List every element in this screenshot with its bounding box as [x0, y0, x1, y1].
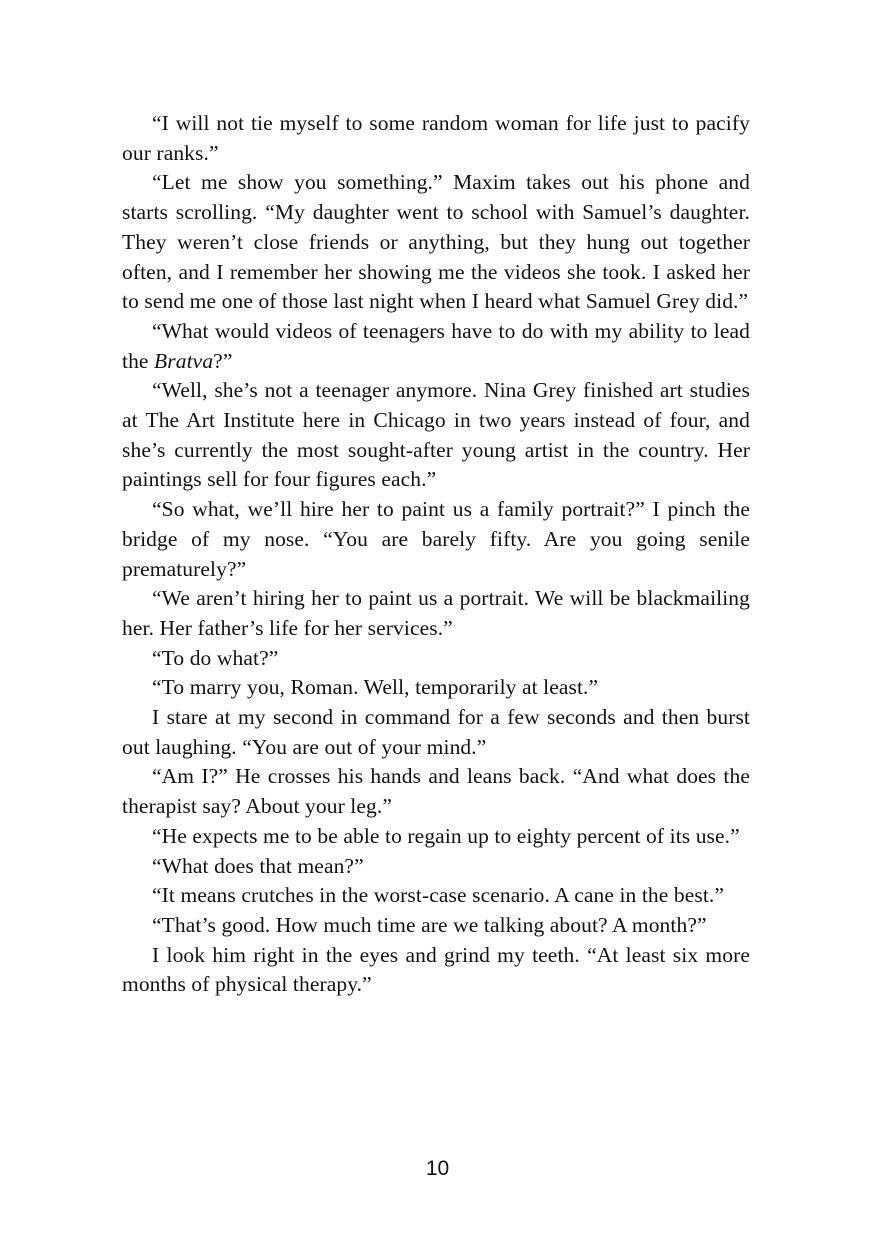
paragraph: [122, 941, 750, 1000]
paragraph: [122, 584, 750, 643]
paragraph: [122, 852, 750, 882]
text-run: “To do what?”: [152, 645, 279, 670]
paragraph: [122, 376, 750, 495]
page-text: [122, 109, 750, 1000]
text-run: ?”: [213, 348, 233, 373]
paragraph: [122, 317, 750, 376]
paragraph: [122, 109, 750, 168]
paragraph: [122, 822, 750, 852]
paragraph: [122, 673, 750, 703]
paragraph: [122, 703, 750, 762]
text-run: I stare at my second in command for a few seconds and then burst out laughing. “You are out of your mind.”: [122, 705, 750, 759]
text-run: “Am I?” He crosses his hands and leans back. “And what does the therapist say? About your leg.”: [122, 764, 750, 819]
text-run: I look him right in the eyes and grind my teeth. “At least six more months of physical therapy.”: [122, 942, 750, 997]
text-run: “That’s good. How much time are we talking about? A month?”: [152, 912, 707, 937]
text-run: “Let me show you something.” Maxim takes out his phone and starts scrolling. “My daughter went to school with Samuel’s daughter. They weren’t close friends or anything, but they hung out together often, and I remember her showing me the videos she took. I asked her to send me one of those last night when I heard what Samuel Grey did.”: [122, 170, 750, 314]
paragraph: [122, 644, 750, 674]
text-run: “To marry you, Roman. Well, temporarily at least.”: [152, 675, 599, 700]
paragraph: [122, 911, 750, 941]
italic-text-run: Bratva: [154, 348, 214, 373]
text-run: “What would videos of teenagers have to do with my ability to lead the: [122, 318, 750, 373]
text-run: “I will not tie myself to some random woman for life just to pacify our ranks.”: [122, 111, 750, 165]
text-run: “We aren’t hiring her to paint us a portrait. We will be blackmailing her. Her father’s life for her services.”: [122, 586, 750, 640]
paragraph: [122, 762, 750, 821]
text-run: “He expects me to be able to regain up to eighty percent of its use.”: [152, 823, 740, 848]
paragraph: [122, 168, 750, 317]
page-number: 10: [425, 1157, 450, 1180]
text-run: “What does that mean?”: [152, 853, 364, 878]
text-run: “Well, she’s not a teenager anymore. Nina Grey finished art studies at The Art Institute here in Chicago in two years instead of four, and she’s currently the most sought-after young artist in the country. Her paintings sell for four figures each.”: [122, 378, 750, 492]
text-run: “So what, we’ll hire her to paint us a family portrait?” I pinch the bridge of my nose. “You are barely fifty. Are you going senile prematurely?”: [122, 497, 750, 581]
paragraph: [122, 881, 750, 911]
text-run: “It means crutches in the worst-case scenario. A cane in the best.”: [152, 883, 725, 908]
paragraph: [122, 495, 750, 584]
